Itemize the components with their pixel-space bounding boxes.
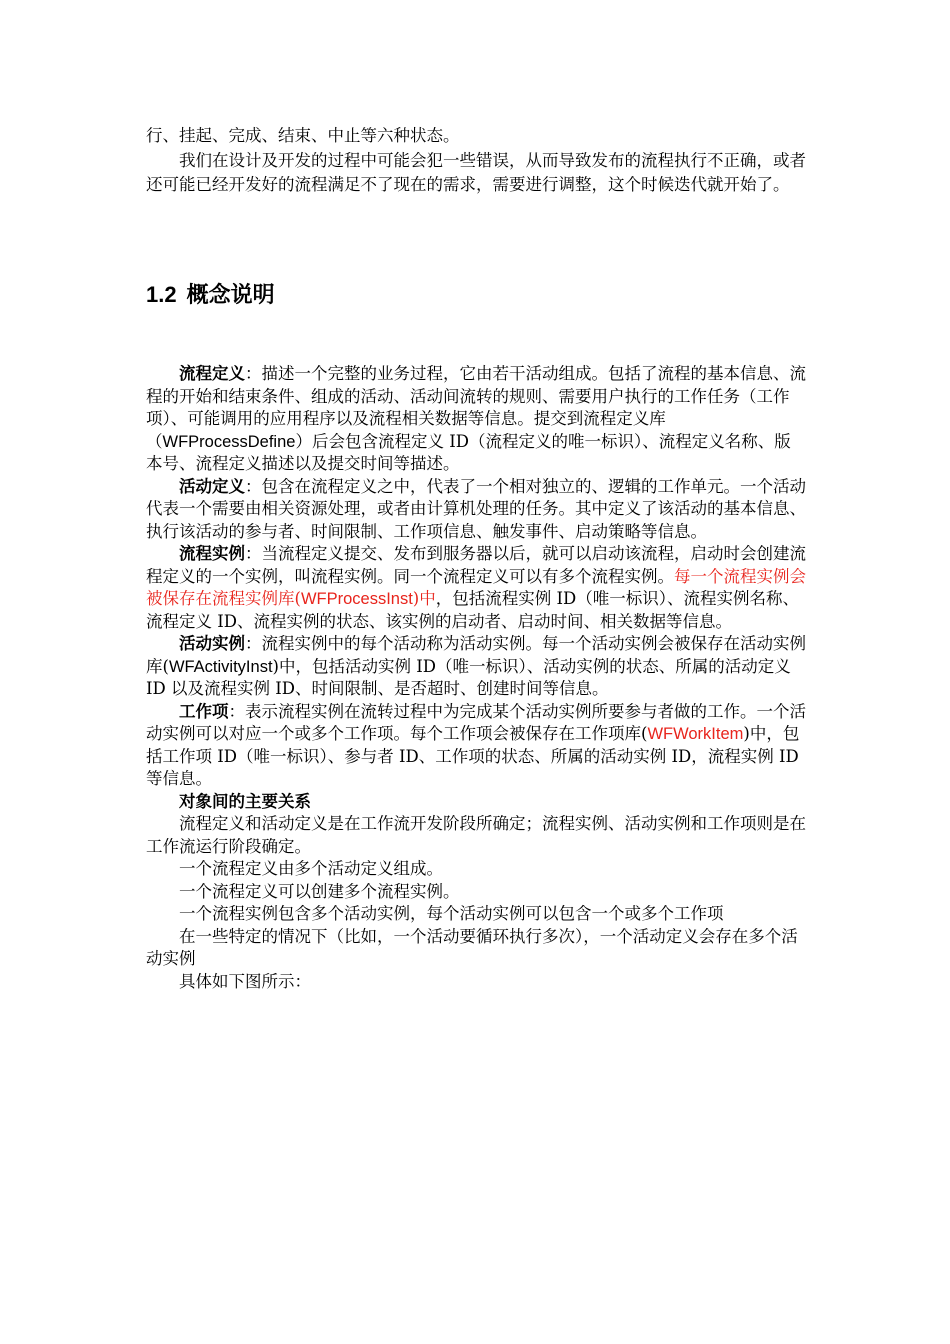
intro-section [146,124,810,198]
activity-definition-paragraph: 活动定义：包含在流程定义之中，代表了一个相对独立的、逻辑的工作单元。一个活动代表一个需要由相关资源处理，或者由计算机处理的任务。其中定义了该活动的基本信息、执行该活动的参与者、时间限制、工作项信息、触发事件、启动策略等信息。 [146,476,806,541]
concepts-section [146,363,806,993]
states-line: 行、挂起、完成、结束、中止等六种状态。 [146,126,460,145]
relation-item: 在一些特定的情况下（比如，一个活动要循环执行多次），一个活动定义会存在多个活动实例 [146,926,798,968]
work-item-paragraph: 工作项：表示流程实例在流转过程中为完成某个活动实例所要参与者做的工作。一个活动实例可以对应一个或多个工作项。每个工作项会被保存在工作项库(WFWorkItem)中，包括工作项 ID（唯一标识）、参与者 ID、工作项的状态、所属的活动实例 ID，流程实例 ID 等信息。 [146,701,806,788]
process-inst-table: WFProcessInst [300,590,413,608]
process-definition-term: 流程定义 [179,364,245,383]
activity-definition-term: 活动定义 [179,476,245,496]
section-number: 1.2 [146,282,177,307]
relation-item: 流程定义和活动定义是在工作流开发阶段所确定；流程实例、活动实例和工作项则是在工作流运行阶段确定。 [146,814,806,856]
iteration-paragraph: 我们在设计及开发的过程中可能会犯一些错误，从而导致发布的流程执行不正确，或者还可能已经开发好的流程满足不了现在的需求，需要进行调整，这个时候迭代就开始了。 [146,150,806,194]
section-heading [146,279,275,311]
work-item-term: 工作项 [179,701,229,721]
process-define-table: WFProcessDefine [162,432,296,451]
process-instance-term: 流程实例 [179,544,245,563]
relation-item: 一个流程定义可以创建多个流程实例。 [179,881,460,901]
section-title: 概念说明 [186,282,275,307]
process-instance-paragraph: 流程实例：当流程定义提交、发布到服务器以后，就可以启动该流程，启动时会创建流程定义的一个实例，叫流程实例。同一个流程定义可以有多个流程实例。每一个流程实例会被保存在流程实例库(WFProcessInst)中，包括流程实例 ID（唯一标识）、流程实例名称、流程定义 ID、流程实例的状态、该实例的启动者、启动时间、相关数据等信息。 [146,544,806,631]
activity-instance-paragraph: 活动实例：流程实例中的每个活动称为活动实例。每一个活动实例会被保存在活动实例库(WFActivityInst)中，包括活动实例 ID（唯一标识）、活动实例的状态、所属的活动定义 ID 以及流程实例 ID、时间限制、是否超时、创建时间等信息。 [146,634,806,698]
activity-inst-table: WFActivityInst [168,657,273,676]
process-definition-paragraph: 流程定义：描述一个完整的业务过程，它由若干活动组成。包括了流程的基本信息、流程的开始和结束条件、组成的活动、活动间流转的规则、需要用户执行的工作任务（工作项）、可能调用的应用程序以及流程相关数据等信息。提交到流程定义库（WFProcessDefine）后会包含流程定义 ID（流程定义的唯一标识）、流程定义名称、版本号、流程定义描述以及提交时间等描述。 [146,364,806,473]
relations-heading: 对象间的主要关系 [179,791,311,811]
work-item-table: WFWorkItem [647,725,744,743]
process-instance-highlight: 每一个流程实例会被保存在流程实例库(WFProcessInst)中 [146,566,806,608]
relation-item: 一个流程定义由多个活动定义组成。 [179,859,443,878]
figure-reference: 具体如下图所示： [179,971,311,991]
activity-instance-term: 活动实例 [179,634,245,653]
relation-item: 一个流程实例包含多个活动实例，每个活动实例可以包含一个或多个工作项 [179,904,724,923]
